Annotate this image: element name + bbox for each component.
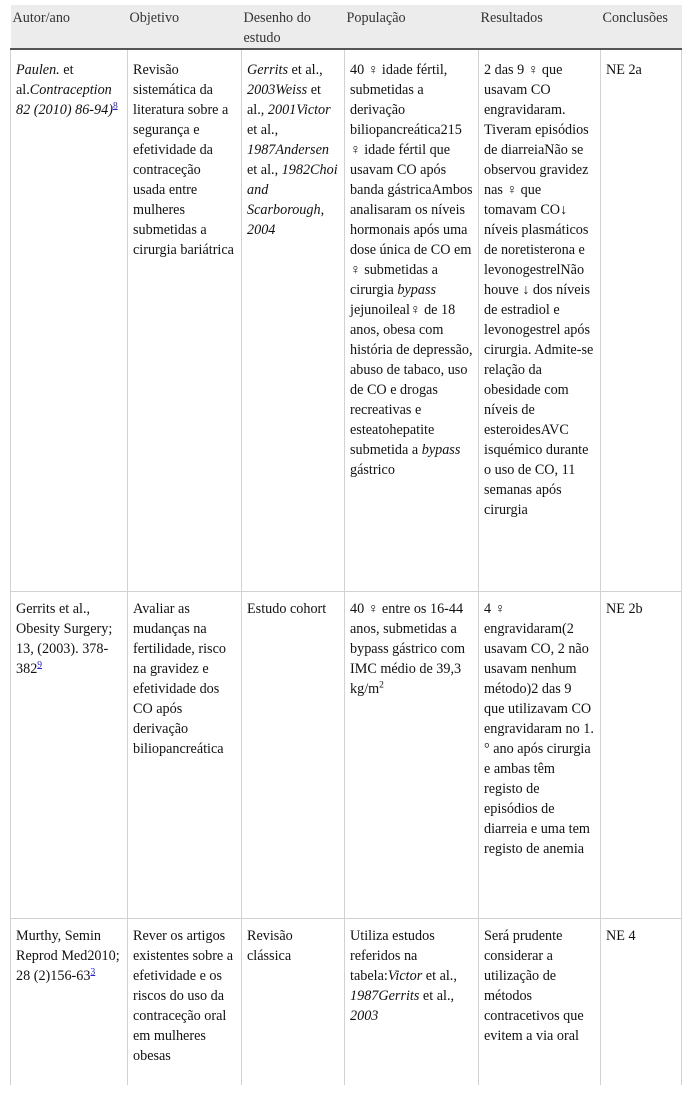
header-population: População <box>345 5 479 49</box>
table-row <box>11 49 682 592</box>
cell-results: 4 ♀ engravidaram(2 usavam CO, 2 não usavam nenhum método)2 das 9 que utilizavam CO engravidaram no 1.° ano após cirurgia e ambas têm registo de episódios de diarreia e uma tem registo de anemia <box>479 592 601 919</box>
reference-superscript <box>113 101 118 111</box>
cell-objective: Rever os artigos existentes sobre a efetividade e os riscos do uso da contraceção oral em mulheres obesas <box>128 919 242 1086</box>
header-author: Autor/ano <box>11 5 128 49</box>
cell-conclusion: NE 2a <box>601 49 682 592</box>
table-header-row <box>11 5 682 49</box>
reference-link[interactable]: 3 <box>90 967 96 978</box>
italic-text: 2003 <box>350 1008 379 1024</box>
cell-design <box>242 592 345 919</box>
cell-text-run: et al. <box>16 62 74 98</box>
cell-objective: Revisão sistemática da literatura sobre a segurança e efetividade da contraceção usada entre mulheres submetidas a cirurgia bariátrica <box>128 49 242 592</box>
italic-text: 2001Victor <box>267 102 331 118</box>
cell-author <box>11 919 128 1086</box>
cell-text-run: jejunoileal♀ de 18 anos, obesa com história de depressão, abuso de tabaco, uso de CO e drogas recreativas e esteatohepatite submetida a <box>350 302 473 458</box>
cell-text-run: Gerrits et al., Obesity Surgery; 13, (2003). 378-382 <box>16 601 113 677</box>
table-row <box>11 592 682 919</box>
italic-text: bypass <box>421 442 461 458</box>
reference-link[interactable]: 9 <box>37 660 43 671</box>
cell-text-run: gástrico <box>350 462 395 478</box>
cell-text-run: et al., <box>419 988 455 1004</box>
header-results: Resultados <box>479 5 601 49</box>
cell-objective: Avaliar as mudanças na fertilidade, risco na gravidez e efetividade dos CO após derivação biliopancreática <box>128 592 242 919</box>
cell-design <box>242 49 345 592</box>
cell-author <box>11 49 128 592</box>
cell-text-run: 40 ♀ idade fértil, submetidas a derivação biliopancreática215 ♀ idade fértil que usavam CO após banda gástricaAmbos analisaram os níveis hormonais após uma dose única de CO em ♀ submetidas a cirurgia <box>350 62 473 298</box>
header-conclusions: Conclusões <box>601 5 682 49</box>
cell-text-run: Utiliza estudos referidos na tabela: <box>350 928 435 984</box>
italic-text: Paulen. <box>16 62 60 78</box>
reference-superscript <box>90 967 95 977</box>
cell-text-run: et al., <box>247 122 279 138</box>
italic-text: Gerrits <box>247 62 288 78</box>
cell-results: Será prudente considerar a utilização de métodos contracetivos que evitem a via oral <box>479 919 601 1086</box>
table-row <box>11 919 682 1086</box>
superscript-text: 2 <box>379 680 384 691</box>
reference-superscript <box>37 660 42 670</box>
reference-link[interactable]: 8 <box>112 101 118 112</box>
cell-text-run: et al., <box>288 62 323 78</box>
italic-text: Contraception 82 (2010) 86-94) <box>16 82 113 118</box>
cell-text-run: et al., <box>422 968 457 984</box>
cell-population <box>345 919 479 1086</box>
cell-text-run: et al., <box>247 82 321 118</box>
italic-text: Victor <box>387 968 423 984</box>
italic-text: bypass <box>397 282 437 298</box>
cell-results: 2 das 9 ♀ que usavam CO engravidaram. Tiveram episódios de diarreiaNão se observou gravidez nas ♀ que tomavam CO↓ níveis plasmáticos de noretisterona e levonogestrelNão houve ↓ dos níveis de estradiol e levonogestrel após cirurgia. Admite-se relação da obesidade com níveis de esteroidesAVC isquémico durante o uso de CO, 11 semanas após cirurgia <box>479 49 601 592</box>
cell-text-run: 40 ♀ entre os 16-44 anos, submetidas a bypass gástrico com IMC médio de 39,3 kg/m <box>350 601 466 697</box>
italic-text: 1987Gerrits <box>350 988 420 1004</box>
cell-conclusion: NE 2b <box>601 592 682 919</box>
italic-text: 1982Choi and Scarborough, 2004 <box>247 162 338 238</box>
cell-design <box>242 919 345 1086</box>
italic-text: 2003Weiss <box>247 82 308 98</box>
evidence-table <box>10 5 682 1085</box>
cell-population <box>345 592 479 919</box>
cell-author <box>11 592 128 919</box>
cell-text-run: Revisão clássica <box>247 928 293 964</box>
cell-conclusion: NE 4 <box>601 919 682 1086</box>
cell-population <box>345 49 479 592</box>
header-objective: Objetivo <box>128 5 242 49</box>
italic-text: 1987Andersen <box>247 142 329 158</box>
cell-text-run: Murthy, Semin Reprod Med2010; 28 (2)156-63 <box>16 928 120 984</box>
cell-text-run: et al., <box>247 162 282 178</box>
header-design: Desenho do estudo <box>242 5 345 49</box>
cell-text-run: Estudo cohort <box>247 601 327 617</box>
